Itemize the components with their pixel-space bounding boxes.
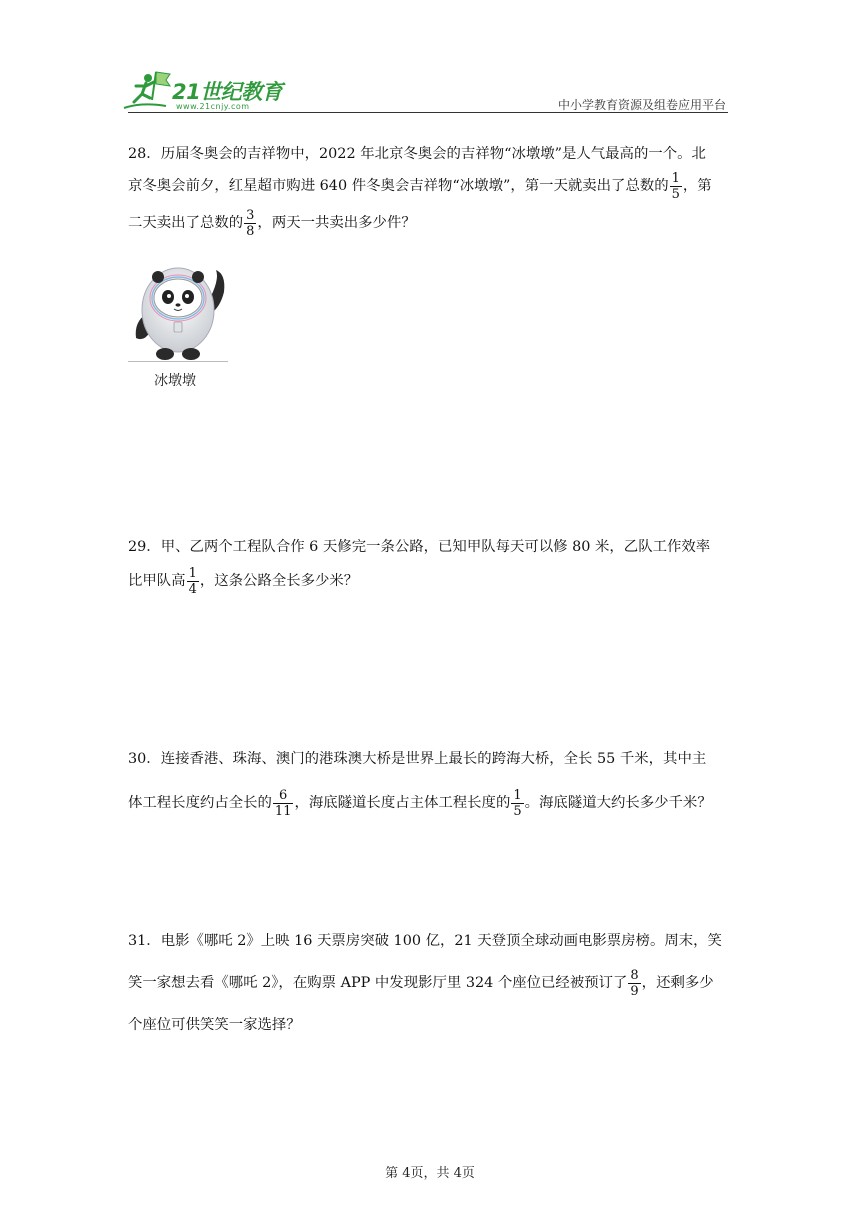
fraction-three-eighths: $\frac{3}{8}$ (246, 207, 255, 239)
q28-line1: 28．历届冬奥会的吉祥物中，2022 年北京冬奥会的吉祥物“冰墩墩”是人气最高的一个。北 (128, 146, 706, 162)
question-31 (128, 927, 732, 1039)
question-30 (128, 745, 732, 833)
image-baseline (128, 361, 228, 362)
header-subtitle: 中小学教育资源及组卷应用平台 (557, 98, 726, 112)
logo-url: www.21cnjy.com (176, 102, 250, 111)
bing-dwen-dwen-image (128, 262, 230, 362)
fraction-eight-ninths: $\frac{8}{9}$ (630, 967, 639, 999)
fraction-six-elevenths: $\frac{6}{11}$ (274, 787, 292, 819)
fraction-one-fifth: $\frac{1}{5}$ (513, 787, 522, 819)
q28-line2-text: 京冬奥会前夕，红星超市购进 640 件冬奥会吉祥物“冰墩墩”，第一天就卖出了总数的 (128, 178, 669, 194)
q29-line2-end: ，这条公路全长多少米？ (199, 573, 359, 589)
q28-line3-text: 二天卖出了总数的 (128, 215, 244, 231)
question-28 (128, 140, 732, 242)
q31-line2-end: ，还剩多少 (641, 975, 714, 991)
header-divider (128, 112, 728, 113)
fraction-one-fifth: $\frac{1}{5}$ (671, 170, 680, 202)
q30-line2-text: 体工程长度约占全长的 (128, 795, 272, 811)
logo-text: 21世纪教育 (172, 80, 283, 104)
q31-line3: 个座位可供笑笑一家选择？ (128, 1017, 301, 1033)
fraction-one-quarter: $\frac{1}{4}$ (188, 565, 197, 597)
q29-line1: 29．甲、乙两个工程队合作 6 天修完一条公路，已知甲队每天可以修 80 米，乙队工作效率 (128, 539, 711, 555)
q29-line2-text: 比甲队高 (128, 573, 186, 589)
q30-line2-end: 。海底隧道大约长多少千米？ (524, 795, 712, 811)
question-29 (128, 533, 732, 601)
q30-line1: 30．连接香港、珠海、澳门的港珠澳大桥是世界上最长的跨海大桥，全长 55 千米，其中主 (128, 751, 707, 767)
q30-line2-middle: ，海底隧道长度占主体工程长度的 (294, 795, 511, 811)
page-number: 第 4页，共 4页 (385, 1166, 475, 1181)
q31-line1: 31．电影《哪吒 2》上映 16 天票房突破 100 亿，21 天登顶全球动画电影票房榜。周末，笑 (128, 933, 722, 949)
runner-flag-icon (122, 68, 174, 114)
q31-line2-text: 笑一家想去看《哪吒 2》，在购票 APP 中发现影厅里 324 个座位已经被预订了 (128, 975, 628, 991)
q28-line2-end: ，第 (682, 178, 712, 194)
site-logo (122, 68, 290, 114)
image-caption: 冰墩墩 (154, 373, 196, 389)
q28-line3-end: ，两天一共卖出多少件？ (257, 215, 416, 231)
